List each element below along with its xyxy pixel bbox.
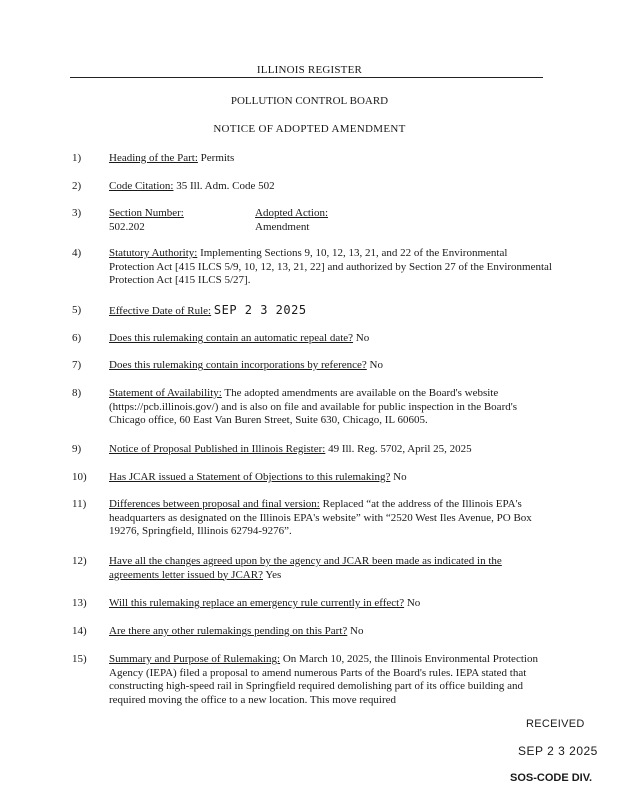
item-number: 14) xyxy=(72,625,87,637)
adopted-action-label: Adopted Action: xyxy=(255,207,329,219)
item-label: Will this rulemaking replace an emergency rule currently in effect? xyxy=(109,597,405,609)
section-number-value: 502.202 xyxy=(109,220,145,233)
item-number: 8) xyxy=(72,387,82,399)
item-label: Does this rulemaking contain incorporations by reference? xyxy=(109,359,367,371)
item-number: 15) xyxy=(72,653,87,665)
item-label: Heading of the Part: xyxy=(109,152,198,164)
item-value: 35 Ill. Adm. Code 502 xyxy=(176,180,275,192)
item-value: Replaced “at the address of the Illinois EPA's headquarters as designated on the Illinois EPA's website” with “2520 West Iles Avenue, PO Box 19276, Springfield, Illinois 62794-9276”. xyxy=(109,498,532,537)
item-number: 12) xyxy=(72,555,87,567)
item-number: 5) xyxy=(72,304,82,316)
item-number: 7) xyxy=(72,359,82,371)
item-number: 10) xyxy=(72,471,87,483)
item-number: 11) xyxy=(72,498,87,510)
register-title: ILLINOIS REGISTER xyxy=(0,64,619,78)
item-value: Implementing Sections 9, 10, 12, 13, 21, and 22 of the Environmental Protection Act [415 ILCS 5/9, 10, 12, 13, 21, 22] and authorized by Section 27 of the Environmental Protection Act [415 ILCS 5/27]. xyxy=(109,247,552,286)
item-value: Yes xyxy=(265,568,282,581)
item-value: No xyxy=(369,359,383,371)
item-label: Code Citation: xyxy=(109,180,174,192)
item-value: No xyxy=(350,625,364,637)
item-value: The adopted amendments are available on the Board's website (https://pcb.illinois.gov/) and is also on file and available for public inspection in the Board's Chicago office, 60 East Van Buren Street, Suite 630, Chicago, IL 60605. xyxy=(109,387,517,426)
item-label: Are there any other rulemakings pending on this Part? xyxy=(109,625,348,637)
item-value: No xyxy=(393,471,407,483)
item-value: On March 10, 2025, the Illinois Environmental Protection Agency (IEPA) filed a proposal to amend numerous Parts of the Board's rules. IEPA stated that constructing high-speed rail in Springfield required demolishing part of its office building and required moving the office to a new location. This move required xyxy=(109,653,538,706)
item-number: 4) xyxy=(72,247,82,259)
item-number: 13) xyxy=(72,597,87,609)
received-stamp-label: RECEIVED xyxy=(526,718,585,730)
item-label: Summary and Purpose of Rulemaking: xyxy=(109,653,281,665)
item-value: No xyxy=(355,332,370,344)
received-stamp-office: SOS-CODE DIV. xyxy=(510,772,593,784)
item-label: Differences between proposal and final version: xyxy=(109,498,320,510)
received-stamp-date: SEP 2 3 2025 xyxy=(518,744,598,758)
item-label: Has JCAR issued a Statement of Objections to this rulemaking? xyxy=(109,471,391,483)
item-label: Have all the changes agreed upon by the agency and JCAR been made as indicated in the agreements letter issued by JCAR? xyxy=(109,555,502,581)
item-label: Effective Date of Rule: xyxy=(109,305,212,317)
effective-date-stamp: SEP 2 3 2025 xyxy=(213,303,307,317)
item-label: Notice of Proposal Published in Illinois Register: xyxy=(109,443,326,455)
item-number: 2) xyxy=(72,180,82,192)
item-value: 49 Ill. Reg. 5702, April 25, 2025 xyxy=(328,443,472,455)
section-number-label: Section Number: xyxy=(109,207,184,219)
item-number: 9) xyxy=(72,443,82,455)
item-number: 6) xyxy=(72,332,82,344)
item-label: Does this rulemaking contain an automatic repeal date? xyxy=(109,332,354,344)
item-number: 3) xyxy=(72,207,82,219)
item-value: No xyxy=(406,597,421,609)
item-label: Statement of Availability: xyxy=(109,387,222,399)
item-number: 1) xyxy=(72,152,82,164)
item-value: Permits xyxy=(200,152,235,164)
adopted-action-value: Amendment xyxy=(255,220,310,233)
board-title: POLLUTION CONTROL BOARD xyxy=(230,95,389,107)
notice-title: NOTICE OF ADOPTED AMENDMENT xyxy=(213,123,406,135)
item-label: Statutory Authority: xyxy=(109,247,198,259)
